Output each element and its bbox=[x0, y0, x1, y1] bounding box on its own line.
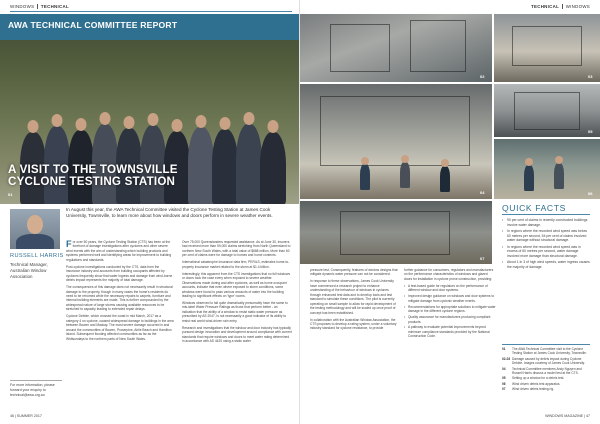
group-person bbox=[260, 132, 286, 204]
caption-text: The AWA Technical Committee visit to the Cyclone Testing Station at James Cook University, Townsville. bbox=[512, 347, 587, 356]
caption-row bbox=[502, 367, 590, 376]
headline-line-1: A VISIT TO THE TOWNSVILLE bbox=[8, 163, 178, 176]
body-paragraph: further guidance for consumers, regulators and manufacturers on the performance characteristics of windows and glazed doors for installation in cyclone prone construction, providing: bbox=[404, 268, 494, 281]
benefit-item: • Improved design guidance on windows and door systems to mitigate damage from cyclonic weather events. bbox=[404, 294, 495, 303]
benefit-text: Quality assurance for manufacturers producing compliant products. bbox=[408, 315, 491, 324]
committee-member bbox=[440, 166, 450, 192]
header-topic: TECHNICAL bbox=[40, 4, 69, 9]
benefit-item: • Quality assurance for manufacturers producing compliant products. bbox=[404, 315, 491, 324]
left-running-header bbox=[10, 4, 69, 9]
left-page-footer: 46 | SUMMER 2017 bbox=[10, 414, 42, 418]
body-column-3 bbox=[310, 268, 400, 333]
right-page bbox=[300, 0, 600, 424]
test-rig-frame bbox=[320, 96, 470, 166]
body-column-4 bbox=[404, 268, 496, 340]
quick-fact-item: • About 1 in 3 of high wind speeds, water ingress causes the majority of damage. bbox=[502, 260, 590, 269]
group-person bbox=[236, 124, 262, 204]
caption-row bbox=[502, 376, 590, 380]
committee-member bbox=[554, 163, 564, 189]
caption-row bbox=[502, 357, 590, 366]
caption-row bbox=[502, 382, 590, 386]
window-frame bbox=[514, 92, 580, 130]
caption-text: Wind driven debris test apparatus. bbox=[512, 381, 561, 386]
photo-05 bbox=[494, 84, 600, 137]
quick-fact-item: • In regions where the recorded wind speed was below 60 metres per second, 54 per cent of claims involved water damage without structural damage. bbox=[502, 229, 590, 243]
body-paragraph: pressure test. Consequently, features of window designs that mitigate dynamic water pressure can not be considered. bbox=[310, 268, 398, 277]
group-person bbox=[188, 127, 214, 204]
header-separator bbox=[37, 4, 38, 9]
photo-number-07: 07 bbox=[480, 256, 485, 261]
benefit-list bbox=[404, 284, 496, 339]
body-column-1 bbox=[66, 240, 174, 344]
window-frame bbox=[410, 20, 466, 72]
committee-member bbox=[524, 165, 534, 191]
caption-row bbox=[502, 387, 590, 391]
author-face bbox=[27, 215, 43, 234]
caption-number: 07 bbox=[502, 387, 506, 392]
article-intro: In August this year, the AWA Technical Committee visited the Cyclone Testing Station at James Cook University, Townsville, to learn more about how windows and doors perform in severe weather events. bbox=[66, 207, 273, 219]
header-separator bbox=[562, 4, 563, 9]
window-frame bbox=[330, 24, 390, 72]
committee-member bbox=[360, 164, 370, 190]
caption-text: Technical Committee members Andy Nguyen and Russell Harris discuss a model test at the CTS. bbox=[512, 366, 582, 376]
caption-number: 02-03 bbox=[502, 356, 511, 361]
drop-cap: F bbox=[66, 239, 72, 249]
author-photo bbox=[10, 209, 60, 249]
body-paragraph: Research and investigations that the window and door industry has typically pursued design innovation and development around compliance with current standards that require windows and doors to meet water rating determined in accordance with AS 4420 using a static water bbox=[182, 325, 292, 344]
body-column-2 bbox=[182, 240, 292, 346]
body-paragraph: In response to these observations, James Cook University have commenced a research project to enhance understanding of the behaviour of windows in cyclones through enhanced test data and to develop tools and test standard to simulate these conditions. The pilot is currently operating on small sample to allow for rapid development of the testing methodology and will be scaled up once proof of concept has been established. bbox=[310, 279, 396, 315]
body-paragraph: Interestingly, this apparent from the CTS investigations that no full windows or doors took the case every when exposed to severe weather. Observations made during and after cyclones, as well as home occupant accounts, indicate that even where exposed to storm conditions, some windows were found to pass various amounts of water into the building leading to significant effects on 'type' rooms. bbox=[182, 271, 290, 298]
photo-07 bbox=[300, 201, 492, 264]
caption-text: Wind driven debris testing rig. bbox=[512, 387, 554, 392]
window-frame bbox=[512, 26, 582, 66]
photo-02 bbox=[300, 14, 492, 82]
committee-member bbox=[400, 162, 410, 188]
caption-text: Setting up a window for a debris test. bbox=[512, 376, 565, 381]
hero-photo bbox=[0, 14, 300, 204]
body-paragraph: Post-cyclone investigations conducted by the CTS, data from the insurance industry and accounts from building occupants affected by cyclones frequently show that water ingress and damage from wind-borne debris impact represents the majority of total damage. bbox=[66, 264, 173, 283]
photo-04 bbox=[300, 84, 492, 199]
photo-number-04: 04 bbox=[480, 190, 485, 195]
report-title: AWA TECHNICAL COMMITTEE REPORT bbox=[8, 20, 178, 30]
photo-number-03: 03 bbox=[588, 74, 593, 79]
author-name: RUSSELL HARRIS bbox=[10, 253, 64, 259]
caption-row bbox=[502, 347, 590, 356]
photo-06 bbox=[494, 139, 600, 199]
benefit-text: A pathway to evaluate potential improvements beyond minimum compliance standards provided by the National Construction Code. bbox=[408, 325, 490, 339]
headline-line-2: CYCLONE TESTING STATION bbox=[8, 175, 176, 188]
body-paragraph bbox=[66, 240, 174, 262]
body-paragraph: International catastrophe insurance data firm, PERILS, estimates home-to-property insurance market related to the storm at $1.4 billion. bbox=[182, 260, 290, 269]
photo-number-01: 01 bbox=[8, 192, 13, 197]
body-paragraph: Over 75,000 Queenslanders requested assistance. As at June 30, insurers had received more than 59,000 claims stretching from North Queensland to northern New South Wales, with a total value of $688 million. More than 60 per cent of claims were for damage to homes and home contents. bbox=[182, 240, 291, 258]
benefit-item: • A test-based guide for regulators on the performance of different window and door systems. bbox=[404, 283, 488, 293]
quick-fact-item: • 90 per cent of claims in recently constructed buildings involve water damage. bbox=[502, 218, 590, 227]
header-rule bbox=[10, 11, 292, 12]
caption-number: 05 bbox=[502, 376, 506, 381]
body-paragraph: Windows observed to fail quite dramatically presumably have the same to mis-label Water Pressure Ratings as those that perform better - an indication that the ability of a window to resist static water pressure as prescribed by AS 2047, is not necessarily a good indicator of its ability to resist real world wind-driven rain entry. bbox=[182, 300, 288, 323]
photo-03 bbox=[494, 14, 600, 82]
right-running-header bbox=[531, 4, 590, 9]
benefit-text: Improved design guidance on windows and door systems to mitigate damage from cyclonic weather events. bbox=[408, 294, 495, 303]
author-role: Technical Manager, Australian Window Association bbox=[10, 262, 48, 279]
photo-captions bbox=[502, 344, 590, 393]
quick-fact-item: • In regions where the recorded wind speed was in excess of 60 metres per second, water damage involved more damage than structural damage. bbox=[502, 245, 590, 259]
benefit-item: • Recommendations for appropriate solutions to mitigate water damage in the different cyclone regions. bbox=[404, 304, 496, 314]
quick-facts-title: QUICK FACTS bbox=[502, 203, 590, 215]
body-paragraph: In collaboration with the Australian Window Association, the CTS proposes to develop a rating system, under a voluntary industry standard for cyclone resistance, to provide bbox=[310, 317, 397, 331]
article-headline bbox=[8, 164, 178, 188]
caption-number: 04 bbox=[502, 366, 506, 371]
test-rig-frame bbox=[340, 211, 450, 255]
header-section: WINDOWS bbox=[565, 4, 590, 9]
caption-number: 01 bbox=[502, 347, 506, 351]
quick-facts-list bbox=[502, 218, 590, 271]
header-section: WINDOWS bbox=[10, 4, 35, 9]
benefit-text: A test-based guide for regulators on the performance of different window and door systems. bbox=[408, 283, 488, 293]
caption-text: Damage caused by debris impact during Cyclone Debbie. Images courtesy of James Cook University. bbox=[512, 356, 585, 366]
header-topic: TECHNICAL bbox=[531, 4, 560, 9]
more-info-note: For more information, please forward your enquiry to technical@awa.org.au bbox=[10, 380, 62, 398]
caption-number: 06 bbox=[502, 381, 506, 386]
body-paragraph: Cyclone Debbie, which crossed the coast in mid March, 2017 as a category 4 on cyclone, caused widespread damage to buildings in the area between Bowen and Mackay. The most severe damage occurred in and around the communities of Bowen, Proserpine, Airlie Beach and Hamilton Island. Subsequent flooding affected communities as far as the Whitsundays to the northern parts of New South Wales. bbox=[66, 314, 174, 341]
body-paragraph: The consequences of this damage does not necessarily result in structural damage to the property, though in many cases the home's residents do need to be rehomed while the necessary repairs to carpets, furniture and internal building elements are made. This is further compounded by the widespread nature of large storms causing available resources to be stretched to capacity leading to extended repair delays. bbox=[66, 285, 173, 312]
photo-number-05: 05 bbox=[588, 129, 593, 134]
photo-number-02: 02 bbox=[480, 74, 485, 79]
benefit-item: • A pathway to evaluate potential improvements beyond minimum compliance standards provided by the National Construction Code. bbox=[404, 325, 490, 339]
body-paragraph-text: or over 50 years, the Cyclone Testing Station (CTS) has been at the forefront of damage investigations after cyclones and other severe wind events with the aim of understanding which building products and systems performed well and identifying areas for improvement to building regulations and standards. bbox=[66, 240, 172, 262]
right-page-footer: WINDOWS MAGAZINE | 47 bbox=[545, 414, 590, 418]
photo-number-06: 06 bbox=[588, 191, 593, 196]
benefit-text: Recommendations for appropriate solutions to mitigate water damage in the different cyclone regions. bbox=[408, 304, 496, 314]
author-shirt bbox=[16, 234, 54, 249]
group-person bbox=[212, 129, 238, 204]
